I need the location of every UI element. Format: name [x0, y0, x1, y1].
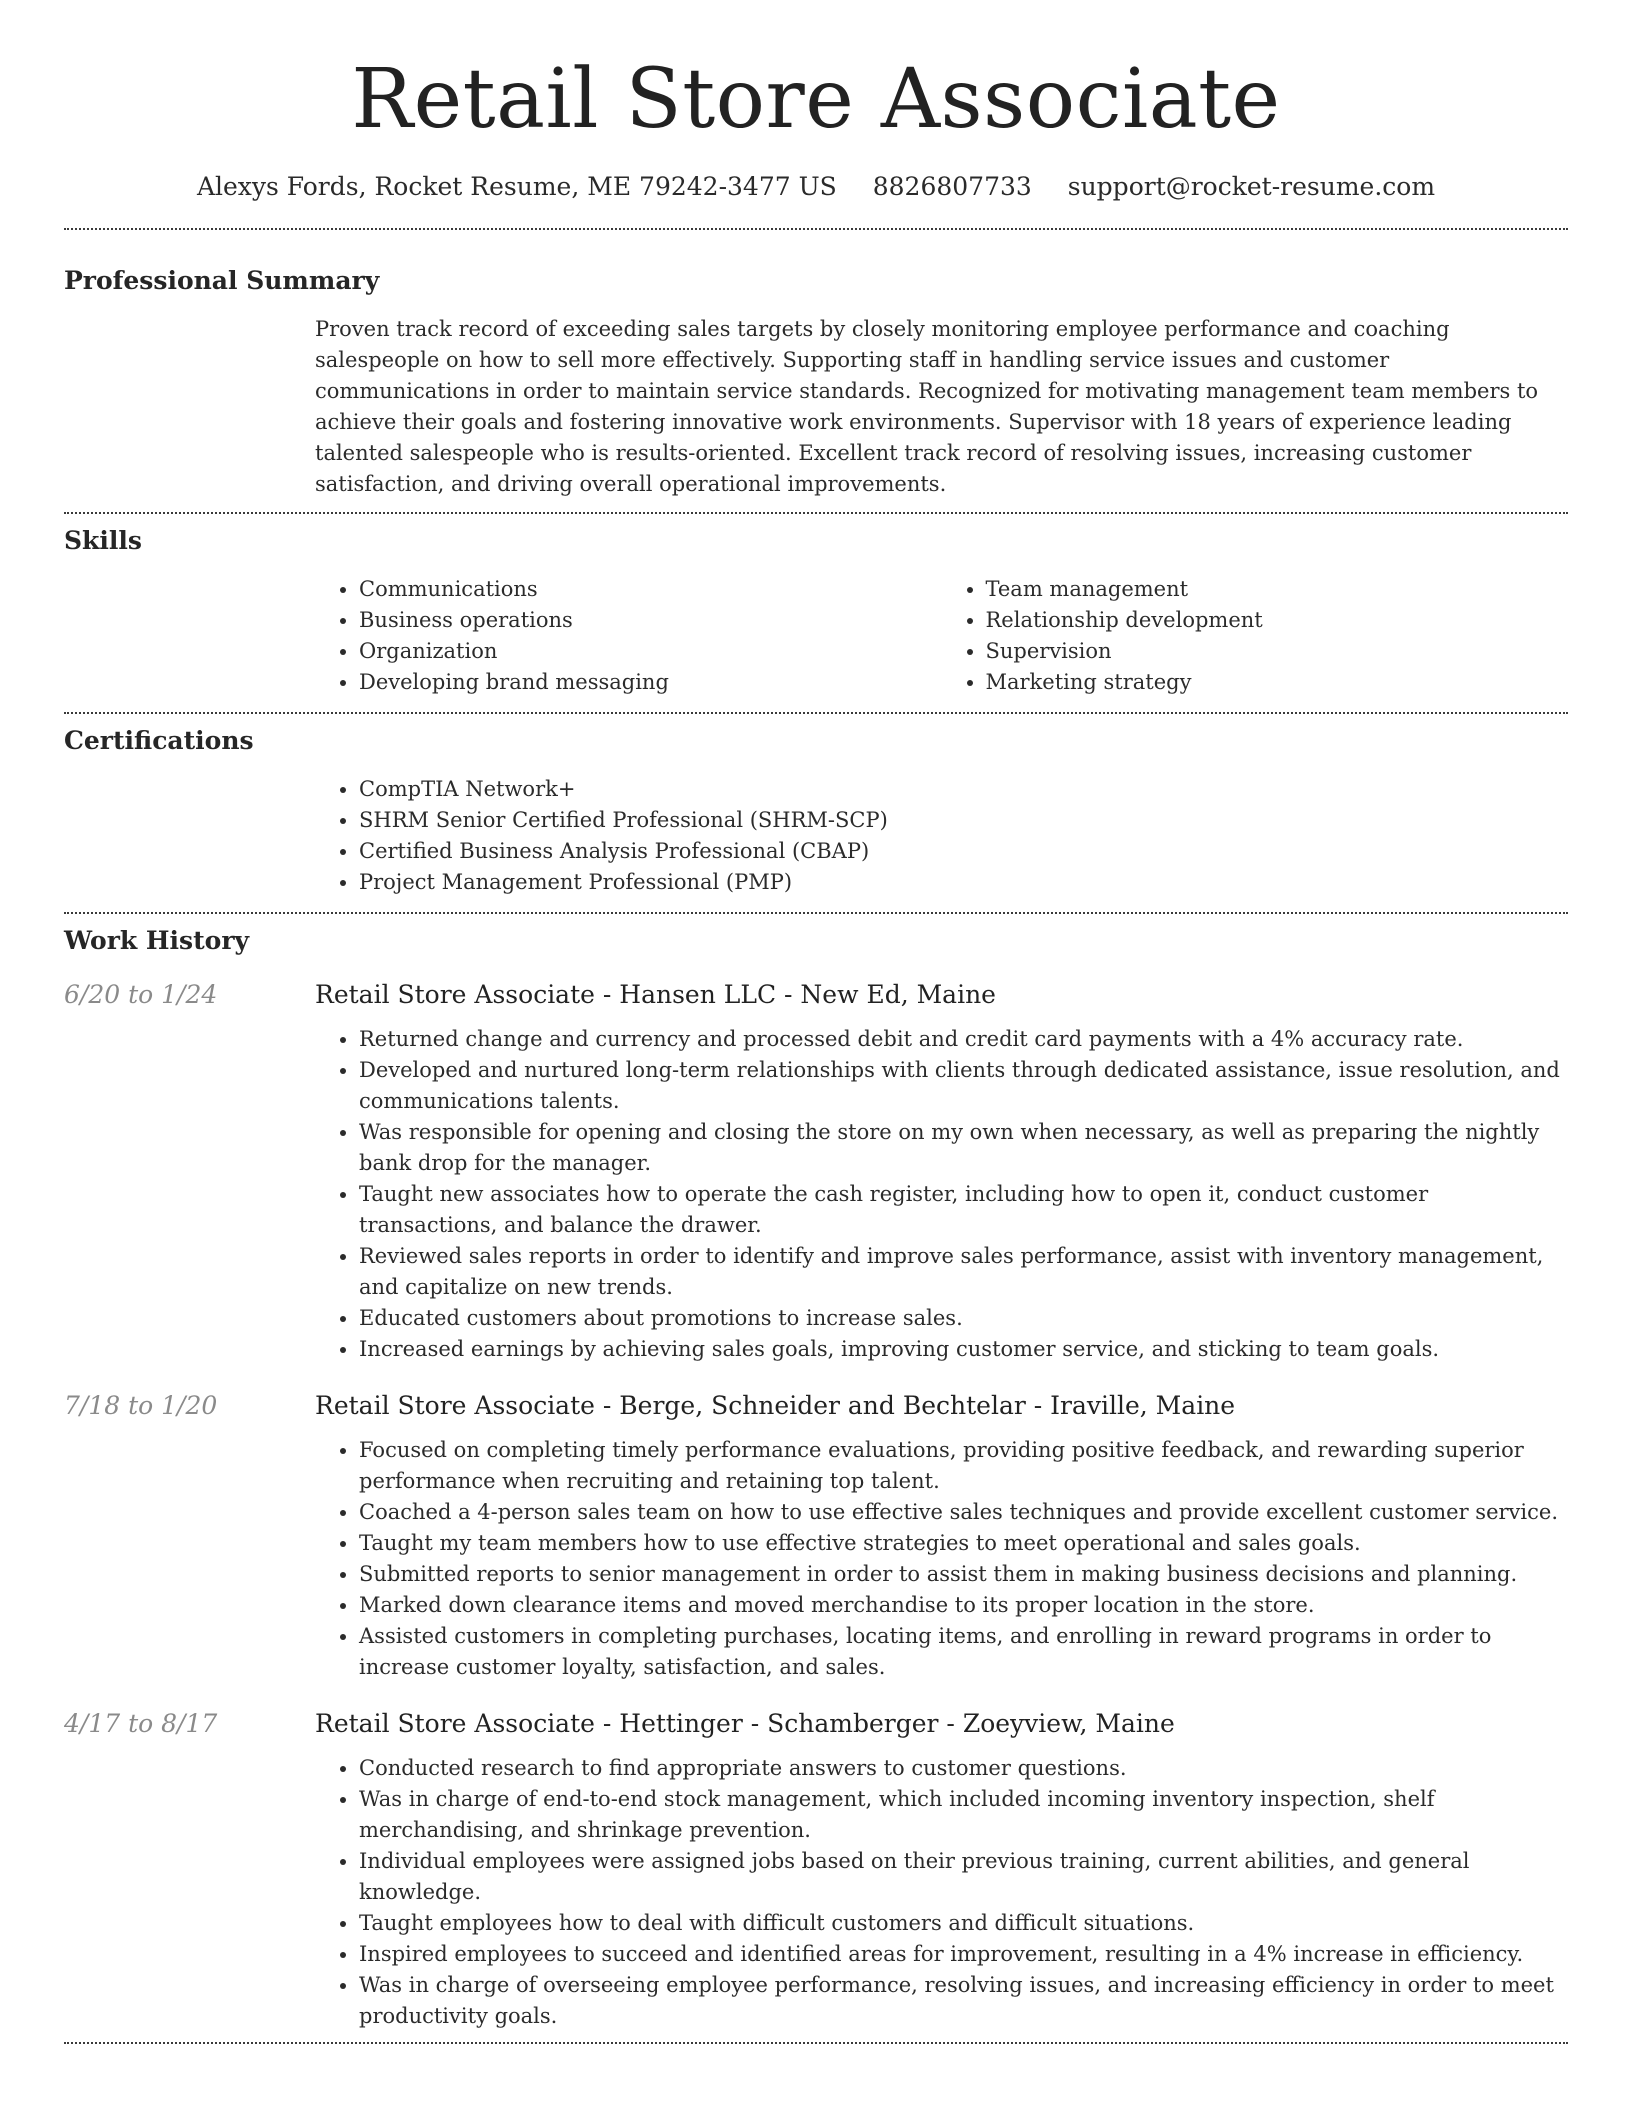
job-entry [64, 1707, 1568, 2032]
certification-item: • SHRM Senior Certified Professional (SHRM-SCP) [359, 805, 1568, 836]
job-bullets [315, 1024, 1568, 1365]
job-bullet: • Assisted customers in completing purchases, locating items, and enrolling in reward programs in order to increase customer loyalty, satisfaction, and sales. [359, 1621, 1568, 1683]
skills-column-1 [315, 574, 942, 698]
work-history-section [64, 914, 1568, 2042]
job-bullet: • Taught my team members how to use effective strategies to meet operational and sales goals. [359, 1528, 1568, 1559]
contact-line [64, 170, 1568, 204]
job-bullet: • Submitted reports to senior management in order to assist them in making business decisions and planning. [359, 1559, 1568, 1590]
job-dates: 6/20 to 1/24 [64, 980, 218, 1009]
job-entry [64, 1389, 1568, 1683]
job-bullet: • Conducted research to find appropriate answers to customer questions. [359, 1753, 1568, 1784]
skill-item: • Marketing strategy [986, 667, 1569, 698]
job-bullet: • Marked down clearance items and moved merchandise to its proper location in the store. [359, 1590, 1568, 1621]
section-title-work-history: Work History [64, 926, 250, 955]
skill-item: • Supervision [986, 636, 1569, 667]
job-bullets [315, 1435, 1568, 1683]
skill-item: • Organization [359, 636, 942, 667]
job-bullet: • Coached a 4-person sales team on how to use effective sales techniques and provide excellent customer service. [359, 1497, 1568, 1528]
job-bullet: • Focused on completing timely performance evaluations, providing positive feedback, and rewarding superior performance when recruiting and retaining top talent. [359, 1435, 1568, 1497]
skills-list [315, 574, 1568, 712]
job-bullet: • Taught employees how to deal with difficult customers and difficult situations. [359, 1908, 1568, 1939]
job-heading: Retail Store Associate - Hettinger - Schamberger - Zoeyview, Maine [315, 1709, 1175, 1738]
skill-item: • Business operations [359, 605, 942, 636]
certifications-section [64, 714, 1568, 912]
summary-text: Proven track record of exceeding sales targets by closely monitoring employee performance and coaching salespeople on how to sell more effectively. Supporting staff in handling service issues and customer communications in order to maintain service standards. Recognized for motivating management team members to achieve their goals and fostering innovative work environments. Supervisor with 18 years of experience leading talented salespeople who is results-oriented. Excellent track record of resolving issues, increasing customer satisfaction, and driving overall operational improvements. [315, 317, 1539, 496]
skill-item: • Developing brand messaging [359, 667, 942, 698]
job-dates: 7/18 to 1/20 [64, 1391, 218, 1420]
summary-section [64, 230, 1568, 512]
skill-item: • Team management [986, 574, 1569, 605]
resume-title: Retail Store Associate [351, 52, 1281, 147]
contact-address: Alexys Fords, Rocket Resume, ME 79242-3477 US [196, 172, 837, 201]
job-bullet: • Increased earnings by achieving sales goals, improving customer service, and sticking to team goals. [359, 1334, 1568, 1365]
resume-page [64, 0, 1568, 2044]
job-entry [64, 978, 1568, 1365]
job-bullet: • Individual employees were assigned jobs based on their previous training, current abilities, and general knowledge. [359, 1846, 1568, 1908]
skill-item: • Relationship development [986, 605, 1569, 636]
section-title-summary: Professional Summary [64, 266, 380, 295]
job-bullet: • Was in charge of overseeing employee performance, resolving issues, and increasing efficiency in order to meet productivity goals. [359, 1970, 1568, 2032]
job-bullet: • Developed and nurtured long-term relationships with clients through dedicated assistance, issue resolution, and communications talents. [359, 1055, 1568, 1117]
job-bullet: • Taught new associates how to operate the cash register, including how to open it, conduct customer transactions, and balance the drawer. [359, 1179, 1568, 1241]
job-bullet: • Returned change and currency and processed debit and credit card payments with a 4% accuracy rate. [359, 1024, 1568, 1055]
skills-column-2 [942, 574, 1569, 698]
section-title-certifications: Certifications [64, 726, 254, 755]
contact-phone: 8826807733 [872, 172, 1032, 201]
skill-item: • Communications [359, 574, 942, 605]
job-heading: Retail Store Associate - Hansen LLC - New Ed, Maine [315, 980, 996, 1009]
job-bullet: • Educated customers about promotions to increase sales. [359, 1303, 1568, 1334]
job-bullet: • Was in charge of end-to-end stock management, which included incoming inventory inspection, shelf merchandising, and shrinkage prevention. [359, 1784, 1568, 1846]
section-title-skills: Skills [64, 526, 142, 555]
contact-email: support@rocket-resume.com [1067, 172, 1436, 201]
job-bullet: • Reviewed sales reports in order to identify and improve sales performance, assist with inventory management, and capitalize on new trends. [359, 1241, 1568, 1303]
certification-item: • Project Management Professional (PMP) [359, 867, 1568, 898]
job-dates: 4/17 to 8/17 [64, 1709, 218, 1738]
job-bullets [315, 1753, 1568, 2032]
job-heading: Retail Store Associate - Berge, Schneider and Bechtelar - Iraville, Maine [315, 1391, 1236, 1420]
certification-item: • CompTIA Network+ [359, 774, 1568, 805]
certifications-list [315, 774, 1568, 912]
certification-item: • Certified Business Analysis Professional (CBAP) [359, 836, 1568, 867]
job-bullet: • Inspired employees to succeed and identified areas for improvement, resulting in a 4% increase in efficiency. [359, 1939, 1568, 1970]
section-divider [64, 2042, 1568, 2044]
skills-section [64, 514, 1568, 712]
job-bullet: • Was responsible for opening and closing the store on my own when necessary, as well as preparing the nightly bank drop for the manager. [359, 1117, 1568, 1179]
